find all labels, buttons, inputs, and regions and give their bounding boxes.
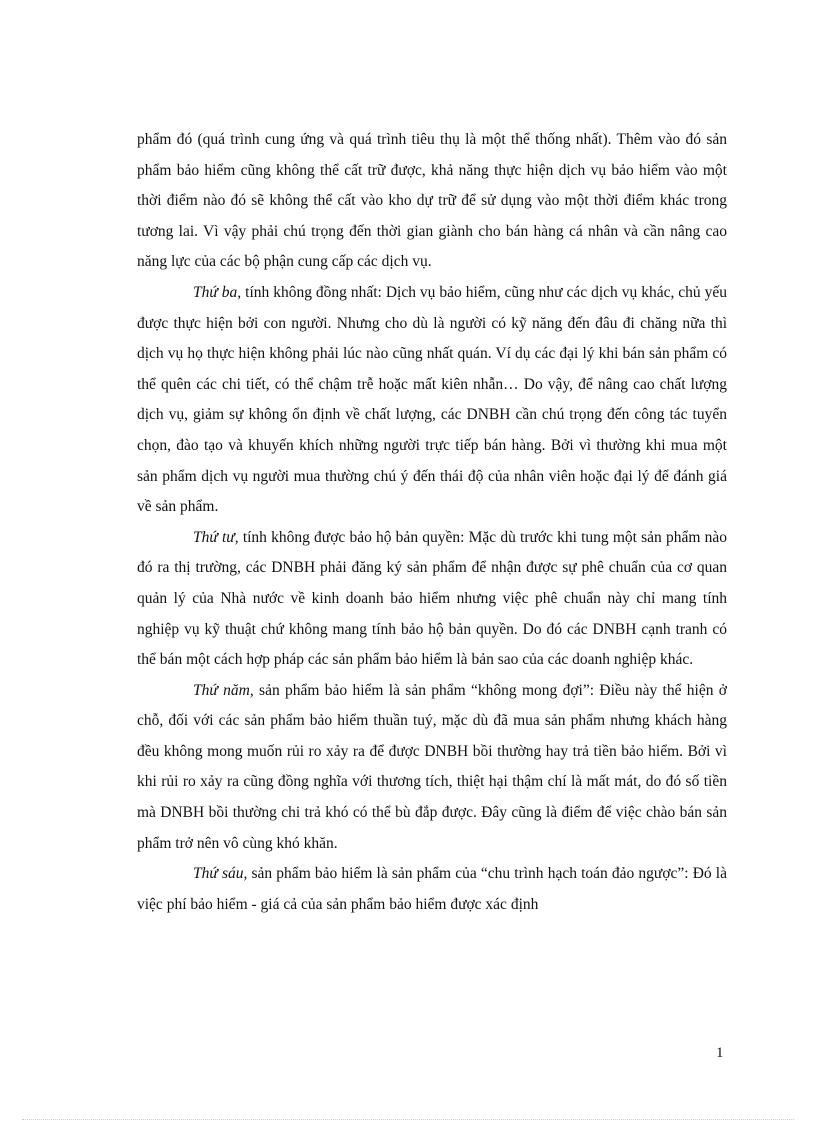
paragraph-4-text: sản phẩm bảo hiểm là sản phẩm “không mong đợi”: Điều này thể hiện ở chỗ, đối với các sản phẩm bảo hiểm thuần tuý, mặc dù đã mua sản phẩm nhưng khách hàng đều không mong muốn rủi ro xảy ra để được DNBH bồi thường hay trả tiền bảo hiểm. Bởi vì khi rủi ro xảy ra cũng đồng nghĩa với thương tích, thiệt hại thậm chí là mất mát, do đó số tiền mà DNBH bồi thường chi trả khó có thể bù đắp được. Đây cũng là điểm để việc chào bán sản phẩm trở nên vô cùng khó khăn. [137, 681, 727, 852]
paragraph-3-lead: Thứ tư, [193, 528, 239, 546]
paragraph-thu-sau [137, 859, 727, 920]
paragraph-5-lead: Thứ sáu, [193, 865, 248, 883]
page-number: 1 [716, 1045, 724, 1061]
paragraph-thu-tu [137, 523, 727, 676]
paragraph-continuation [137, 125, 727, 278]
paragraph-5-text: sản phẩm bảo hiểm là sản phẩm của “chu trình hạch toán đảo ngược”: Đó là việc phí bảo hiểm - giá cả của sản phẩm bảo hiểm được xác định [137, 865, 727, 913]
paragraph-1-text: phẩm đó (quá trình cung ứng và quá trình tiêu thụ là một thể thống nhất). Thêm vào đó sản phẩm bảo hiểm cũng không thể cất trữ được, khả năng thực hiện dịch vụ bảo hiểm vào một thời điểm nào đó sẽ không thể cất vào kho dự trữ để sử dụng vào một thời điểm khác trong tương lai. Vì vậy phải chú trọng đến thời gian giành cho bán hàng cá nhân và cần nâng cao năng lực của các bộ phận cung cấp các dịch vụ. [137, 131, 727, 271]
paragraph-2-lead: Thứ ba, [193, 283, 242, 301]
paragraph-2-text: tính không đồng nhất: Dịch vụ bảo hiểm, cũng như các dịch vụ khác, chủ yếu được thực hiện bởi con người. Nhưng cho dù là người có kỹ năng đến đâu đi chăng nữa thì dịch vụ họ thực hiện không phải lúc nào cũng nhất quán. Ví dụ các đại lý khi bán sản phẩm có thể quên các chi tiết, có thể chậm trễ hoặc mất kiên nhẫn… Do vậy, để nâng cao chất lượng dịch vụ, giảm sự không ổn định về chất lượng, các DNBH cần chú trọng đến công tác tuyển chọn, đào tạo và khuyến khích những người trực tiếp bán hàng. Bởi vì thường khi mua một sản phẩm dịch vụ người mua thường chú ý đến thái độ của nhân viên hoặc đại lý để đánh giá về sản phẩm. [137, 283, 728, 516]
footer-divider [22, 1119, 794, 1120]
paragraph-thu-ba [137, 278, 727, 523]
paragraph-3-text: tính không được bảo hộ bản quyền: Mặc dù trước khi tung một sản phẩm nào đó ra thị trường, các DNBH phải đăng ký sản phẩm để nhận được sự phê chuẩn của cơ quan quản lý của Nhà nước về kinh doanh bảo hiểm nhưng việc phê chuẩn này chỉ mang tính nghiệp vụ kỹ thuật chứ không mang tính bảo hộ bản quyền. Do đó các DNBH cạnh tranh có thể bán một cách hợp pháp các sản phẩm bảo hiểm là bản sao của các doanh nghiệp khác. [137, 528, 727, 669]
paragraph-4-lead: Thứ năm, [193, 681, 254, 699]
paragraph-thu-nam [137, 676, 727, 860]
body-text [137, 125, 727, 920]
